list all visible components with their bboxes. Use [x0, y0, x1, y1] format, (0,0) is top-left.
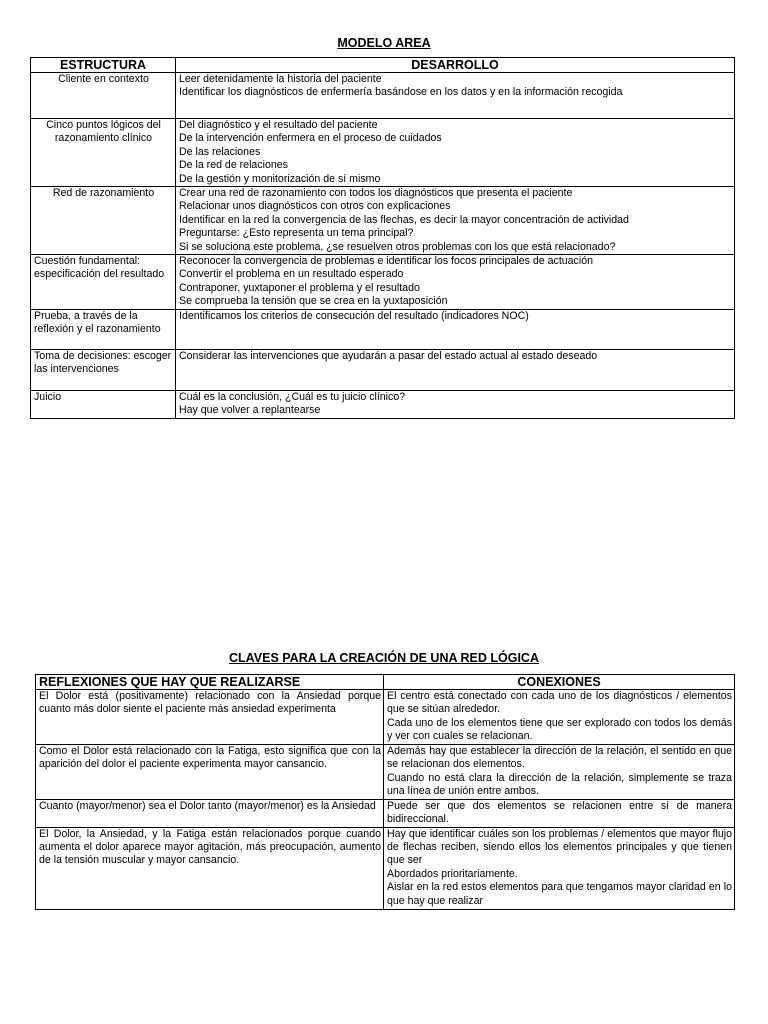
estructura-cell: Cuestión fundamental: especificación del resultado: [31, 255, 176, 310]
desarrollo-line: De las relaciones: [179, 145, 261, 158]
conexion-line: Puede ser que dos elementos se relacionen entre sí de manera bidireccional.: [387, 799, 732, 826]
modelo-area-title: MODELO AREA: [337, 36, 431, 50]
desarrollo-line: Identificamos los criterios de consecución del resultado (indicadores NOC): [179, 310, 529, 323]
reflexion-cell: Cuanto (mayor/menor) sea el Dolor tanto (mayor/menor) es la Ansiedad: [36, 799, 384, 827]
estructura-cell: Cliente en contexto: [31, 73, 176, 119]
desarrollo-line: Cuál es la conclusión, ¿Cuál es tu juicio clínico?: [179, 391, 406, 404]
desarrollo-line: Preguntarse: ¿Esto representa un tema principal?: [179, 227, 414, 240]
conexion-line: Hay que identificar cuáles son los problemas / elementos que mayor flujo de flechas reciben, siendo ellos los elementos principales y que tienen que ser: [387, 827, 732, 867]
desarrollo-line: Si se soluciona este problema, ¿se resuelven otros problemas con los que está relacionado?: [179, 240, 616, 253]
desarrollo-cell: [176, 391, 735, 419]
desarrollo-line: De la red de relaciones: [179, 159, 288, 172]
conexion-line: El centro está conectado con cada uno de los diagnósticos / elementos que se sitúan alrededor.: [387, 690, 732, 716]
table-row: [31, 310, 735, 350]
desarrollo-cell: [176, 187, 735, 255]
header-desarrollo: DESARROLLO: [176, 58, 735, 73]
table-row: [31, 391, 735, 419]
conexiones-cell: [384, 799, 735, 827]
reflexion-cell: El Dolor, la Ansiedad, y la Fatiga están relacionados porque cuando aumenta el dolor aparece mayor agitación, más preocupación, aumento de la tensión muscular y mayor cansancio.: [36, 827, 384, 909]
conexiones-cell: [384, 827, 735, 909]
desarrollo-line: Contraponer, yuxtaponer el problema y el resultado: [179, 281, 420, 294]
header-reflexiones: REFLEXIONES QUE HAY QUE REALIZARSE: [36, 675, 384, 690]
conexion-line: Abordados prioritariamente.: [387, 867, 518, 880]
table-row: [31, 187, 735, 255]
table-row: [36, 827, 735, 909]
desarrollo-line: De la intervención enfermera en el proceso de cuidados: [179, 132, 442, 145]
desarrollo-line: Considerar las intervenciones que ayudarán a pasar del estado actual al estado deseado: [179, 350, 598, 363]
desarrollo-cell: [176, 255, 735, 310]
reflexion-cell: Como el Dolor está relacionado con la Fatiga, esto significa que con la aparición del dolor el paciente experimenta mayor cansancio.: [36, 745, 384, 800]
desarrollo-line: Del diagnóstico y el resultado del paciente: [179, 119, 378, 131]
desarrollo-line: Hay que volver a replantearse: [179, 404, 321, 417]
modelo-area-table: [30, 57, 735, 419]
estructura-cell: Prueba, a través de la reflexión y el razonamiento: [31, 310, 176, 350]
desarrollo-line: De la gestión y monitorización de sí mismo: [179, 172, 381, 185]
desarrollo-cell: [176, 119, 735, 187]
conexiones-cell: [384, 745, 735, 800]
table-row: [31, 350, 735, 391]
estructura-cell: Cinco puntos lógicos del razonamiento clínico: [31, 119, 176, 187]
desarrollo-line: Identificar los diagnósticos de enfermería basándose en los datos y en la información recogida: [179, 86, 623, 99]
desarrollo-cell: [176, 73, 735, 119]
reflexion-cell: El Dolor está (positivamente) relacionado con la Ansiedad porque cuanto más dolor siente el paciente más ansiedad experimenta: [36, 690, 384, 745]
desarrollo-line: Reconocer la convergencia de problemas e identificar los focos principales de actuación: [179, 255, 593, 268]
table-header-row: [36, 675, 735, 690]
desarrollo-line: Leer detenidamente la historia del paciente: [179, 73, 382, 85]
estructura-cell: Toma de decisiones: escoger las intervenciones: [31, 350, 176, 391]
conexiones-cell: [384, 690, 735, 745]
table-row: [36, 690, 735, 745]
estructura-cell: Red de razonamiento: [31, 187, 176, 255]
desarrollo-line: Convertir el problema en un resultado esperado: [179, 268, 404, 281]
estructura-cell: Juicio: [31, 391, 176, 419]
header-estructura: ESTRUCTURA: [31, 58, 176, 73]
conexion-line: Además hay que establecer la dirección de la relación, el sentido en que se relacionan dos elementos.: [387, 745, 732, 771]
conexion-line: Cada uno de los elementos tiene que ser explorado con todos los demás y ver con cuales se relacionan.: [387, 716, 732, 743]
desarrollo-cell: [176, 350, 735, 391]
table-row: [31, 119, 735, 187]
table-row: [36, 745, 735, 800]
claves-title: CLAVES PARA LA CREACIÓN DE UNA RED LÓGICA: [229, 651, 539, 665]
table-row: [31, 255, 735, 310]
desarrollo-line: Relacionar unos diagnósticos con otros con explicaciones: [179, 200, 451, 213]
desarrollo-line: Identificar en la red la convergencia de las flechas, es decir la mayor concentración de actividad: [179, 213, 629, 226]
desarrollo-line: Crear una red de razonamiento con todos los diagnósticos que presenta el paciente: [179, 187, 573, 200]
conexion-line: Aislar en la red estos elementos para que tengamos mayor claridad en lo que hay que realizar: [387, 881, 732, 907]
desarrollo-line: Se comprueba la tensión que se crea en la yuxtaposición: [179, 295, 448, 308]
desarrollo-cell: [176, 310, 735, 350]
table-row: [31, 73, 735, 119]
conexion-line: Cuando no está clara la dirección de la relación, simplemente se traza una línea de unión entre ambos.: [387, 771, 732, 798]
claves-table: [35, 674, 735, 910]
table-row: [36, 799, 735, 827]
table-header-row: [31, 58, 735, 73]
header-conexiones: CONEXIONES: [384, 675, 735, 690]
